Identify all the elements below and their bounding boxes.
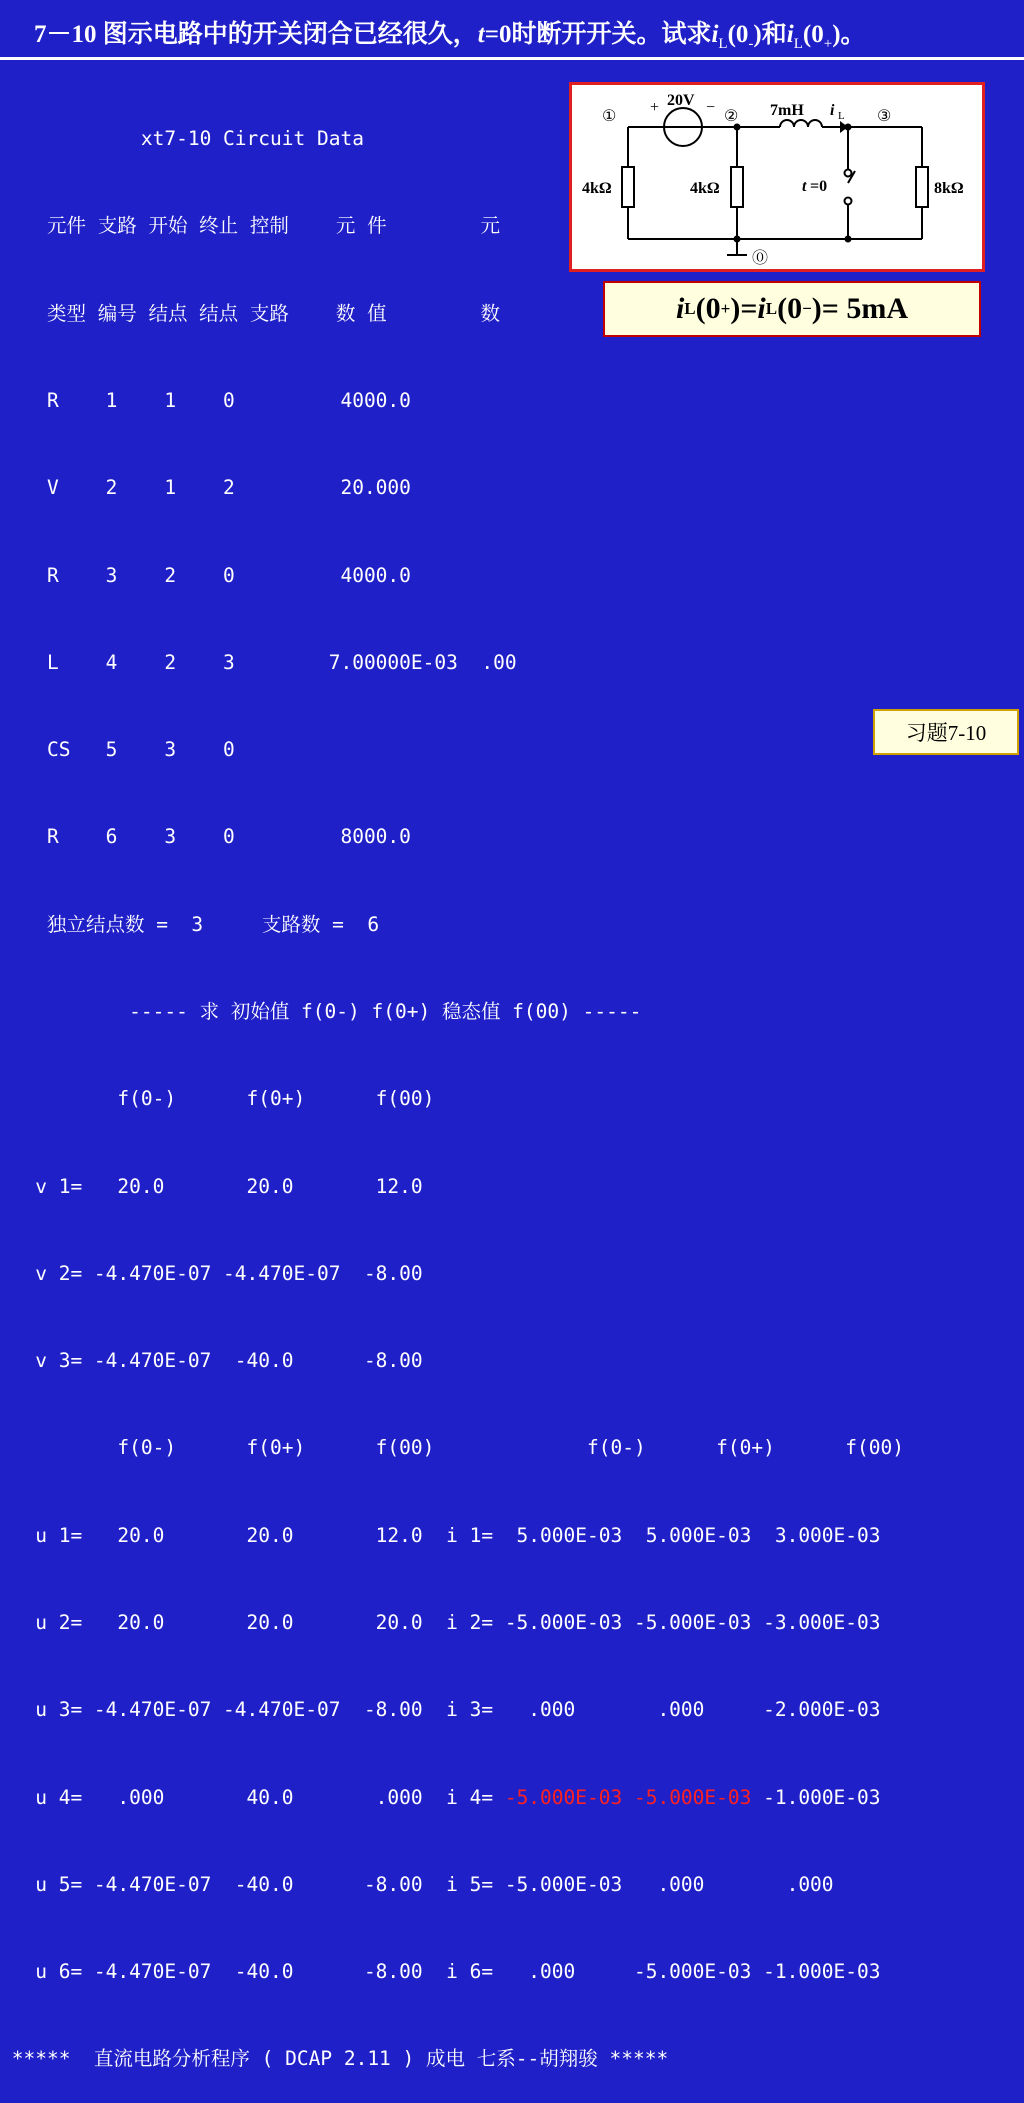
listing-line: ----- 求 初始值 f(0-) f(0+) 稳态值 f(00) ----- [0,1000,642,1023]
title-t-var: t [477,21,485,48]
program-output [0,66,1000,2103]
node-0-label: ⓪ [752,250,769,267]
title-divider [0,57,1024,60]
listing-line: CS 5 3 0 [0,738,235,762]
listing-line: v 1= 20.0 20.0 12.0 [0,1174,423,1198]
result-text: u 1= 20.0 20.0 12.0 i 1= 5.000E-03 5.000E-03 3.000E-03 [0,1523,881,1547]
title-il2-sign: + [823,36,833,52]
title-il2-arg: (0 [802,21,824,48]
result-row [0,1783,1000,1812]
listing-line: v 3= -4.470E-07 -40.0 -8.00 [0,1349,423,1373]
problem-title [34,14,1024,50]
title-il1-close: ) [753,21,762,48]
result-text: u 3= -4.470E-07 -4.470E-07 -8.00 i 3= .000 .000 -2.000E-03 [0,1698,881,1722]
circuit-diagram [569,82,985,272]
title-prefix: 7－10 图示电路中的开关闭合已经很久， [34,21,478,48]
listing-line: 独立结点数 = 3 支路数 = 6 [0,912,380,936]
formula-sign2: − [802,299,812,318]
title-il1-sign: - [748,36,754,52]
formula-close1: ) [730,292,741,325]
source-voltage-label: 20V [667,92,695,109]
title-il1-arg: (0 [727,21,749,48]
switch-time-label: =0 [810,178,828,195]
title-il2-sub: L [793,36,803,52]
source-plus: + [650,99,660,116]
node-3-label: ③ [877,108,892,125]
result-text: u 6= -4.470E-07 -40.0 -8.00 i 6= .000 -5.000E-03 -1.000E-03 [0,1960,881,1984]
title-il1-i: i [711,21,719,48]
listing-line: 类型 编号 结点 结点 支路 数 值 数 [0,301,501,325]
title-il2-i: i [786,21,794,48]
footer-credit: ***** 直流电路分析程序 ( DCAP 2.11 ) 成电 七系--胡翔骏 ***** [0,2047,669,2071]
title-il1-sub: L [718,36,728,52]
listing-line: xt7-10 Circuit Data [0,127,364,151]
node-1-label: ① [602,108,617,125]
result-text: -1.000E-03 [751,1785,881,1809]
exercise-link-button[interactable] [873,709,1019,755]
formula-i1: i [675,292,685,325]
resistor-3-label: 8kΩ [934,180,964,197]
listing-line: v 2= -4.470E-07 -4.470E-07 -8.00 [0,1261,423,1285]
listing-line: f(0-) f(0+) f(00) [0,1087,435,1111]
current-label: i [830,102,835,119]
listing-line: R 1 1 0 4000.0 [0,389,411,413]
result-row [0,1870,1000,1899]
formula-i2: i [757,292,766,325]
current-label-sub: L [838,110,845,122]
formula-eq1: = [740,292,758,325]
exercise-label: 习题7-10 [905,721,987,745]
result-row [0,1608,1000,1637]
resistor-2-label: 4kΩ [690,180,720,197]
resistor-1-label: 4kΩ [582,180,612,197]
result-row [0,1957,1000,1986]
switch-time-var: t [802,178,807,195]
listing-line: L 4 2 3 7.00000E-03 .00 [0,650,517,674]
listing-line: f(0-) f(0+) f(00) f(0-) f(0+) f(00) [0,1436,904,1460]
formula-sub1: L [684,299,696,318]
inductor-label: 7mH [770,102,804,119]
result-row [0,1695,1000,1724]
listing-line: R 3 2 0 4000.0 [0,563,411,587]
result-text: u 4= .000 40.0 .000 i 4= [0,1785,505,1809]
title-t-cond: =0时断开开关。试求 [484,21,712,48]
title-il2-close: )。 [832,21,866,48]
source-minus: − [706,99,716,116]
listing-line: V 2 1 2 20.000 [0,476,411,500]
formula-sub2: L [765,299,778,318]
listing-line: 元件 支路 开始 终止 控制 元 件 元 [0,214,501,238]
formula-arg2: (0 [777,292,803,325]
result-text: u 5= -4.470E-07 -40.0 -8.00 i 5= -5.000E-03 .000 .000 [0,1872,834,1896]
answer-formula [603,281,981,337]
circuit-svg [572,85,982,269]
formula-arg1: (0 [695,292,721,325]
formula-close2: ) [811,292,822,325]
formula-eq2: = 5mA [821,292,909,325]
result-row [0,1521,1000,1550]
highlighted-result: -5.000E-03 -5.000E-03 [504,1785,752,1809]
result-text: u 2= 20.0 20.0 20.0 i 2= -5.000E-03 -5.000E-03 -3.000E-03 [0,1610,881,1634]
listing-line: R 6 3 0 8000.0 [0,825,411,849]
title-and: 和 [761,21,787,48]
formula-sign1: + [720,299,731,318]
node-2-label: ② [724,108,739,125]
